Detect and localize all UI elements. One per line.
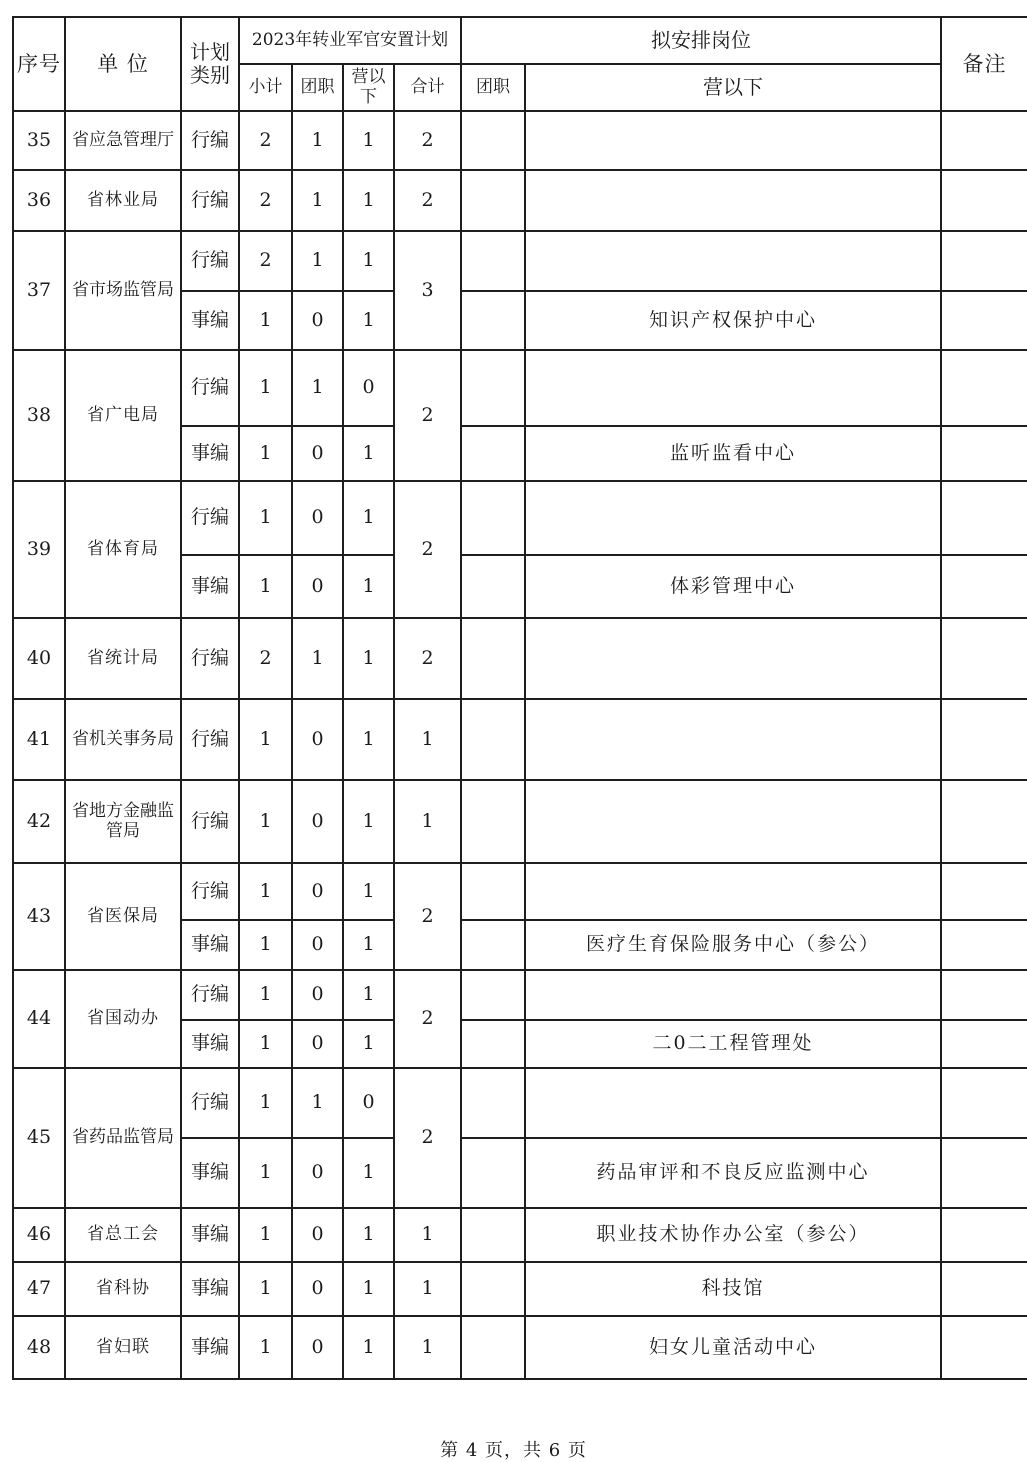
header-seq: 序号 [13,17,65,111]
cell-regiment: 1 [292,111,343,170]
table-row [13,618,1027,699]
cell-regiment: 0 [292,920,343,970]
cell-battalion-below: 0 [343,1068,394,1138]
cell-post-battalion [525,1068,941,1138]
cell-subtotal: 1 [239,350,292,426]
header-plan-type: 计划类别 [181,17,239,111]
cell-unit: 省应急管理厅 [65,111,181,170]
cell-battalion-below: 1 [343,170,394,231]
cell-remark [941,780,1027,863]
cell-post-battalion: 职业技术协作办公室（参公） [525,1208,941,1262]
cell-subtotal: 1 [239,426,292,481]
cell-plan-type: 事编 [181,1020,239,1068]
cell-remark [941,170,1027,231]
cell-post-battalion: 监听监看中心 [525,426,941,481]
cell-regiment: 0 [292,780,343,863]
cell-post-regiment [461,618,525,699]
cell-battalion-below: 1 [343,426,394,481]
cell-remark [941,481,1027,555]
header-total: 合计 [394,64,461,111]
cell-plan-type: 行编 [181,699,239,780]
cell-battalion-below: 0 [343,350,394,426]
cell-subtotal: 1 [239,1138,292,1208]
cell-seq: 38 [13,350,65,481]
cell-unit: 省国动办 [65,970,181,1068]
cell-unit: 省总工会 [65,1208,181,1262]
cell-plan-type: 行编 [181,170,239,231]
cell-remark [941,111,1027,170]
header-regiment: 团职 [292,64,343,111]
cell-plan-type: 事编 [181,920,239,970]
cell-remark [941,426,1027,481]
cell-remark [941,699,1027,780]
table-header [13,17,1027,111]
cell-unit: 省药品监管局 [65,1068,181,1208]
placement-plan-table [12,16,1027,1380]
cell-subtotal: 1 [239,970,292,1020]
table-row [13,231,1027,291]
cell-regiment: 0 [292,1208,343,1262]
cell-plan-type: 事编 [181,1262,239,1316]
cell-seq: 45 [13,1068,65,1208]
table-row [13,1316,1027,1379]
cell-plan-type: 行编 [181,1068,239,1138]
cell-post-battalion: 体彩管理中心 [525,555,941,618]
cell-remark [941,1020,1027,1068]
header-subtotal: 小计 [239,64,292,111]
cell-battalion-below: 1 [343,231,394,291]
cell-seq: 43 [13,863,65,970]
cell-battalion-below: 1 [343,1262,394,1316]
cell-unit: 省市场监管局 [65,231,181,350]
cell-subtotal: 2 [239,231,292,291]
cell-plan-type: 行编 [181,970,239,1020]
cell-total: 1 [394,1316,461,1379]
cell-battalion-below: 1 [343,291,394,350]
cell-seq: 46 [13,1208,65,1262]
header-post-regiment: 团职 [461,64,525,111]
cell-subtotal: 2 [239,170,292,231]
header-post-group: 拟安排岗位 [461,17,941,64]
table-body [13,111,1027,1379]
cell-subtotal: 1 [239,291,292,350]
cell-subtotal: 1 [239,1262,292,1316]
cell-battalion-below: 1 [343,1138,394,1208]
cell-remark [941,920,1027,970]
cell-post-regiment [461,481,525,555]
cell-total: 1 [394,1208,461,1262]
cell-battalion-below: 1 [343,111,394,170]
table-row [13,970,1027,1020]
cell-regiment: 1 [292,618,343,699]
table-row [13,481,1027,555]
cell-remark [941,1316,1027,1379]
cell-regiment: 0 [292,699,343,780]
cell-post-battalion [525,350,941,426]
cell-total: 1 [394,1262,461,1316]
cell-subtotal: 2 [239,111,292,170]
cell-post-regiment [461,920,525,970]
cell-post-regiment [461,231,525,291]
cell-battalion-below: 1 [343,1020,394,1068]
cell-regiment: 0 [292,1262,343,1316]
cell-plan-type: 事编 [181,1138,239,1208]
cell-remark [941,555,1027,618]
header-battalion-below: 营以下 [343,64,394,111]
table-row [13,1208,1027,1262]
cell-post-battalion: 医疗生育保险服务中心（参公） [525,920,941,970]
cell-total: 2 [394,863,461,970]
cell-post-battalion: 知识产权保护中心 [525,291,941,350]
cell-battalion-below: 1 [343,618,394,699]
cell-plan-type: 行编 [181,780,239,863]
table-row [13,350,1027,426]
cell-regiment: 1 [292,1068,343,1138]
cell-post-battalion: 药品审评和不良反应监测中心 [525,1138,941,1208]
cell-battalion-below: 1 [343,863,394,920]
cell-regiment: 0 [292,291,343,350]
cell-post-regiment [461,1068,525,1138]
cell-regiment: 1 [292,350,343,426]
cell-post-regiment [461,111,525,170]
cell-unit: 省地方金融监管局 [65,780,181,863]
cell-regiment: 0 [292,481,343,555]
cell-seq: 44 [13,970,65,1068]
cell-battalion-below: 1 [343,780,394,863]
cell-post-battalion [525,111,941,170]
cell-unit: 省广电局 [65,350,181,481]
cell-total: 2 [394,350,461,481]
cell-battalion-below: 1 [343,1316,394,1379]
cell-post-battalion [525,863,941,920]
header-plan-group: 2023年转业军官安置计划 [239,17,461,64]
page-footer: 第 4 页，共 6 页 [440,1440,587,1461]
cell-post-regiment [461,780,525,863]
cell-remark [941,1208,1027,1262]
cell-plan-type: 事编 [181,555,239,618]
cell-plan-type: 事编 [181,291,239,350]
cell-plan-type: 事编 [181,426,239,481]
cell-subtotal: 1 [239,1316,292,1379]
cell-remark [941,350,1027,426]
cell-remark [941,1138,1027,1208]
table-row [13,699,1027,780]
cell-regiment: 0 [292,426,343,481]
cell-post-regiment [461,1208,525,1262]
cell-post-battalion [525,970,941,1020]
cell-unit: 省体育局 [65,481,181,618]
cell-post-regiment [461,291,525,350]
cell-seq: 35 [13,111,65,170]
table-row [13,1068,1027,1138]
cell-unit: 省科协 [65,1262,181,1316]
cell-post-battalion [525,170,941,231]
cell-subtotal: 1 [239,1068,292,1138]
cell-subtotal: 1 [239,920,292,970]
cell-post-regiment [461,970,525,1020]
cell-seq: 39 [13,481,65,618]
cell-post-regiment [461,699,525,780]
cell-subtotal: 1 [239,1020,292,1068]
cell-total: 2 [394,618,461,699]
cell-post-battalion [525,780,941,863]
cell-unit: 省林业局 [65,170,181,231]
cell-post-battalion: 妇女儿童活动中心 [525,1316,941,1379]
cell-subtotal: 1 [239,481,292,555]
cell-battalion-below: 1 [343,555,394,618]
cell-post-regiment [461,426,525,481]
cell-post-battalion: 二0二工程管理处 [525,1020,941,1068]
cell-plan-type: 行编 [181,618,239,699]
cell-total: 2 [394,1068,461,1208]
cell-unit: 省统计局 [65,618,181,699]
cell-regiment: 0 [292,970,343,1020]
cell-post-regiment [461,1138,525,1208]
cell-plan-type: 行编 [181,111,239,170]
cell-post-regiment [461,863,525,920]
cell-seq: 42 [13,780,65,863]
table-row [13,1262,1027,1316]
table-row [13,170,1027,231]
cell-total: 2 [394,170,461,231]
cell-seq: 36 [13,170,65,231]
cell-seq: 47 [13,1262,65,1316]
cell-post-regiment [461,350,525,426]
header-remark: 备注 [941,17,1027,111]
cell-total: 1 [394,699,461,780]
table-row [13,863,1027,920]
cell-post-battalion [525,231,941,291]
table-row [13,780,1027,863]
cell-regiment: 0 [292,1316,343,1379]
header-post-battalion: 营以下 [525,64,941,111]
cell-remark [941,1262,1027,1316]
cell-remark [941,970,1027,1020]
header-unit: 单 位 [65,17,181,111]
cell-regiment: 1 [292,231,343,291]
cell-seq: 41 [13,699,65,780]
cell-plan-type: 事编 [181,1208,239,1262]
cell-remark [941,1068,1027,1138]
cell-post-regiment [461,1020,525,1068]
cell-total: 2 [394,111,461,170]
cell-remark [941,231,1027,291]
cell-plan-type: 行编 [181,350,239,426]
cell-seq: 48 [13,1316,65,1379]
cell-battalion-below: 1 [343,920,394,970]
cell-seq: 37 [13,231,65,350]
cell-remark [941,863,1027,920]
cell-plan-type: 行编 [181,863,239,920]
cell-post-battalion [525,618,941,699]
cell-plan-type: 行编 [181,481,239,555]
cell-subtotal: 1 [239,863,292,920]
cell-subtotal: 1 [239,699,292,780]
cell-battalion-below: 1 [343,970,394,1020]
cell-total: 1 [394,780,461,863]
cell-regiment: 0 [292,555,343,618]
cell-subtotal: 2 [239,618,292,699]
cell-post-regiment [461,170,525,231]
cell-unit: 省妇联 [65,1316,181,1379]
cell-plan-type: 事编 [181,1316,239,1379]
cell-battalion-below: 1 [343,1208,394,1262]
cell-battalion-below: 1 [343,481,394,555]
cell-regiment: 0 [292,863,343,920]
table-row [13,111,1027,170]
cell-post-regiment [461,555,525,618]
cell-seq: 40 [13,618,65,699]
cell-total: 2 [394,481,461,618]
cell-battalion-below: 1 [343,699,394,780]
cell-plan-type: 行编 [181,231,239,291]
cell-remark [941,618,1027,699]
placement-plan-sheet [12,16,1027,1380]
cell-post-regiment [461,1316,525,1379]
cell-subtotal: 1 [239,780,292,863]
cell-total: 3 [394,231,461,350]
cell-subtotal: 1 [239,555,292,618]
cell-subtotal: 1 [239,1208,292,1262]
cell-post-battalion [525,699,941,780]
cell-regiment: 0 [292,1020,343,1068]
cell-unit: 省机关事务局 [65,699,181,780]
cell-post-battalion [525,481,941,555]
cell-remark [941,291,1027,350]
cell-regiment: 0 [292,1138,343,1208]
cell-post-battalion: 科技馆 [525,1262,941,1316]
cell-total: 2 [394,970,461,1068]
cell-unit: 省医保局 [65,863,181,970]
cell-regiment: 1 [292,170,343,231]
cell-post-regiment [461,1262,525,1316]
